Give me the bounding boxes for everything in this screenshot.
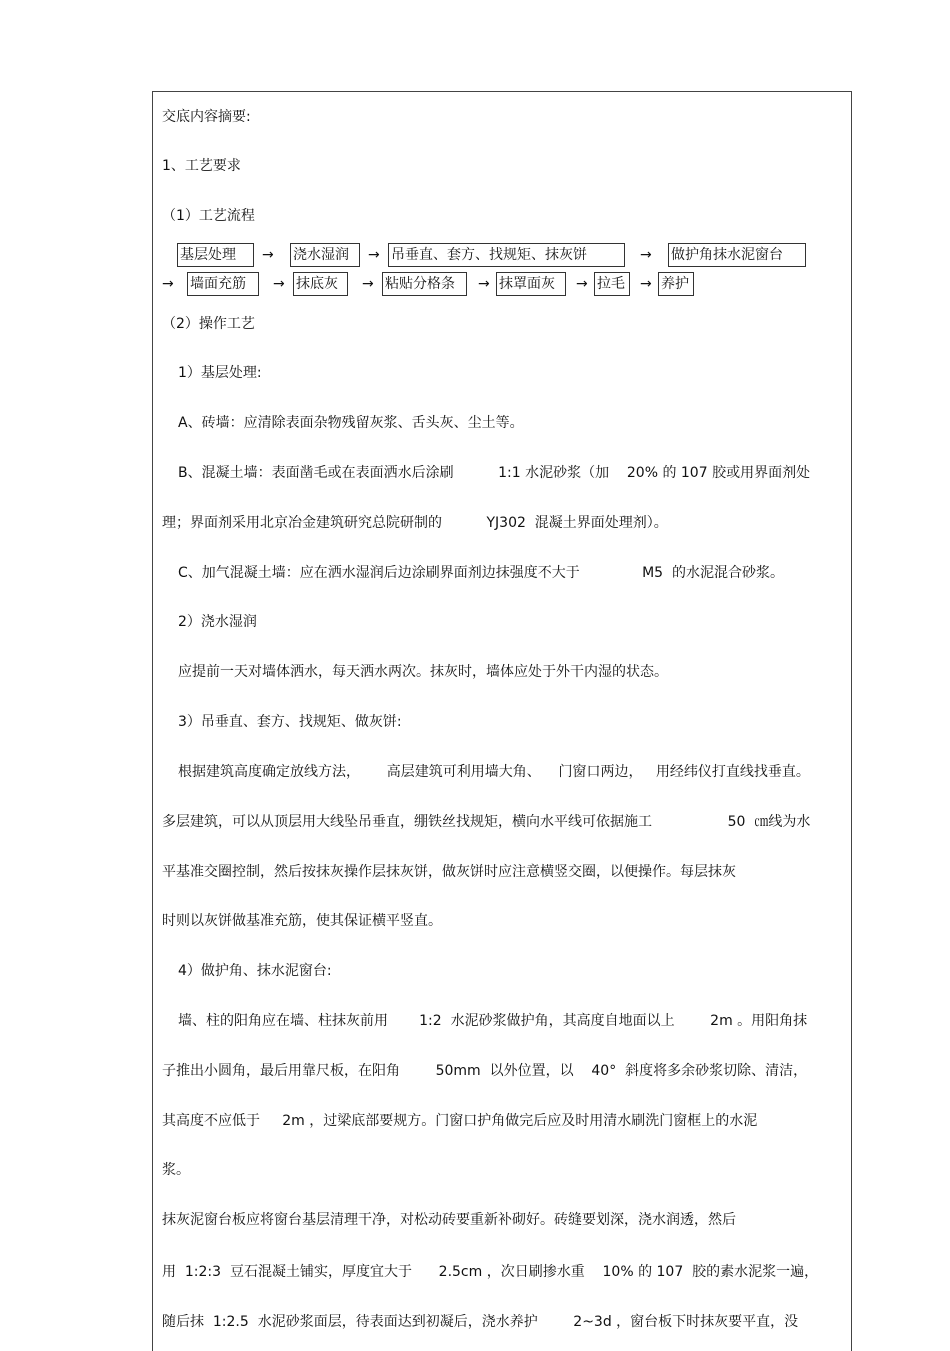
flow-arrow: →: [368, 247, 380, 263]
flow-step-8: 抹罩面灰: [496, 272, 566, 296]
flow-step-5: 墙面充筋: [187, 272, 259, 296]
subsection-3-title: 3）吊垂直、套方、找规矩、做灰饼:: [178, 714, 402, 730]
operation-title: （2）操作工艺: [162, 316, 255, 332]
section-1-title: 1、工艺要求: [162, 158, 241, 174]
flow-step-2: 浇水湿润: [290, 243, 360, 267]
flow-step-3: 吊垂直、套方、找规矩、抹灰饼: [388, 243, 625, 267]
flow-arrow: →: [362, 276, 374, 292]
flow-step-9: 拉毛: [594, 272, 630, 296]
flow-step-4: 做护角抹水泥窗台: [668, 243, 806, 267]
flow-arrow: →: [162, 276, 174, 292]
subsection-1-title: 1）基层处理:: [178, 365, 262, 381]
paragraph-line: A、砖墙：应清除表面杂物残留灰浆、舌头灰、尘土等。: [178, 415, 524, 431]
paragraph-line: 抹灰泥窗台板应将窗台基层清理干净，对松动砖要重新补砌好。砖缝要划深，浇水润透，然后: [162, 1212, 736, 1228]
paragraph-line: 随后抹 1:2.5 水泥砂浆面层，待表面达到初凝后，浇水养护 2~3d ，窗台板下时抹灰要平直，没: [162, 1314, 799, 1330]
flow-arrow: →: [478, 276, 490, 292]
paragraph-line: 其高度不应低于 2m ，过梁底部要规方。门窗口护角做完后应及时用清水刷洗门窗框上的水泥: [162, 1113, 758, 1129]
flow-arrow: →: [262, 247, 274, 263]
flow-step-7: 粘贴分格条: [382, 272, 467, 296]
paragraph-line: 用 1:2:3 豆石混凝土铺实，厚度宜大于 2.5cm ，次日刷掺水重 10% 的 107 胶的素水泥浆一遍，: [162, 1264, 819, 1280]
paragraph-line: 理；界面剂采用北京冶金建筑研究总院研制的 YJ302 混凝土界面处理剂）。: [162, 515, 668, 531]
paragraph-line: 根据建筑高度确定放线方法， 高层建筑可利用墙大角、 门窗口两边， 用经纬仪打直线找垂直。: [178, 764, 810, 780]
paragraph-line: C、加气混凝土墙：应在洒水湿润后边涂刷界面剂边抹强度不大于 M5 的水泥混合砂浆。: [178, 565, 784, 581]
flow-arrow: →: [273, 276, 285, 292]
paragraph-line: 平基准交圈控制，然后按抹灰操作层抹灰饼，做灰饼时应注意横竖交圈，以便操作。每层抹灰: [162, 864, 736, 880]
flow-step-10: 养护: [658, 272, 694, 296]
paragraph-line: 应提前一天对墙体洒水，每天洒水两次。抹灰时，墙体应处于外干内湿的状态。: [178, 664, 668, 680]
flow-title: （1）工艺流程: [162, 208, 255, 224]
paragraph-line: 子推出小圆角，最后用靠尺板，在阳角 50mm 以外位置，以 40° 斜度将多余砂浆切除、清洁，: [162, 1063, 808, 1079]
paragraph-line: 时则以灰饼做基准充筋，使其保证横平竖直。: [162, 913, 442, 929]
flow-arrow: →: [640, 247, 652, 263]
flow-arrow: →: [576, 276, 588, 292]
paragraph-line: 墙、柱的阳角应在墙、柱抹灰前用 1:2 水泥砂浆做护角，其高度自地面以上 2m 。用阳角抹: [178, 1013, 808, 1029]
flow-arrow: →: [640, 276, 652, 292]
paragraph-line: 浆。: [162, 1162, 190, 1178]
paragraph-line: 多层建筑，可以从顶层用大线坠吊垂直，绷铁丝找规矩，横向水平线可依据施工 50 ㎝线为水: [162, 814, 811, 830]
subsection-2-title: 2）浇水湿润: [178, 614, 257, 630]
subsection-4-title: 4）做护角、抹水泥窗台:: [178, 963, 332, 979]
flow-step-1: 基层处理: [177, 243, 254, 267]
paragraph-line: B、混凝土墙：表面凿毛或在表面洒水后涂刷 1:1 水泥砂浆（加 20% 的 107 胶或用界面剂处: [178, 465, 811, 481]
flow-step-6: 抹底灰: [293, 272, 348, 296]
summary-label: 交底内容摘要:: [162, 109, 251, 125]
